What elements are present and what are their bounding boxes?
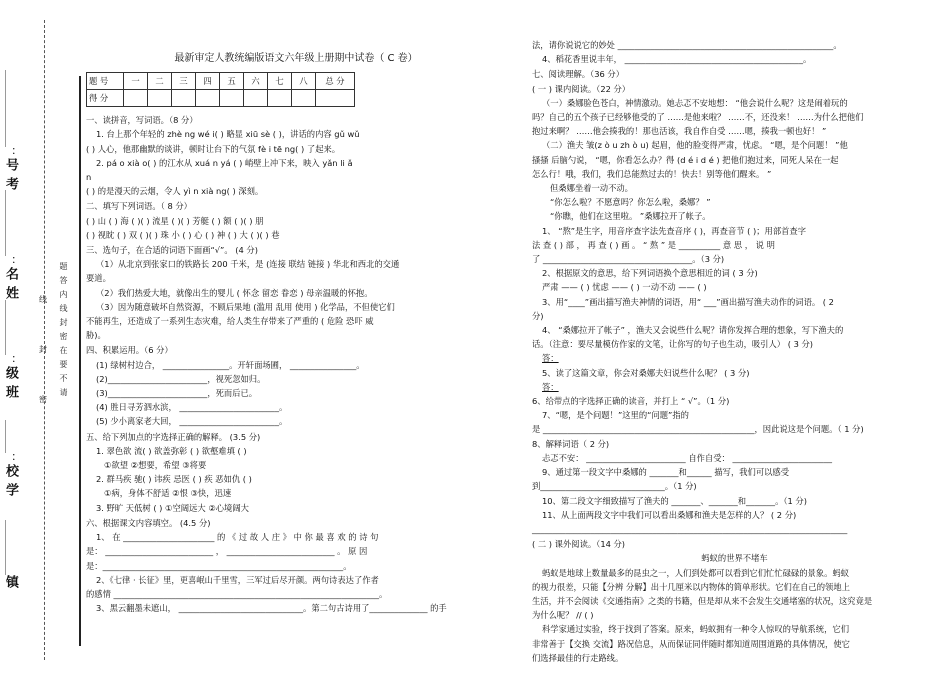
score-input-cell[interactable]: [220, 90, 244, 107]
question-line: ①欲望 ②想要，希望 ③将要: [104, 460, 207, 471]
question-line: 二、填写下列词语。（ 8 分）: [86, 201, 192, 212]
question-line: ( ) 人心，他那幽默的谈讲，顿时让台下的气氛 fè i tē ng( ) 了起来。: [86, 143, 341, 154]
question-line: （3）因为随意破坏自然资源，不顾后果地 (滥用 乱用 使用 ) 化学品，不但使它们: [96, 301, 395, 312]
binding-field-line: ＿＿＿＿＿＿＿：: [4, 70, 17, 158]
binding-field-line: ＿＿＿＿＿：: [4, 300, 17, 366]
score-table-header-cell: 六: [244, 73, 268, 90]
binding-field-label: 号考: [3, 158, 18, 196]
right-questions: [532, 38, 937, 665]
question-line: 蚂蚁是地球上数量最多的昆虫之一，人们到处都可以看到它们忙忙碌碌的景象。蚂蚁: [542, 567, 849, 578]
question-line: (1) 绿树村边合， ________________。开轩面场圃， ________________。: [96, 359, 365, 370]
cut-line-word: 封: [39, 342, 47, 357]
question-line: 2. pá o xià o( ) 的江水从 xuá n yá ( ) 峭壁上冲下来，映入 yǎn li ǎ: [96, 157, 353, 168]
question-line: 搔搔 后脑勺说， “嗯，你看怎么办？得 (d é i d é ) 把他们抱过来，同死人呆在一起: [532, 154, 839, 165]
question-line: （2）我们热爱大地，就像出生的婴儿 ( 怀念 留恋 眷恋 ) 母亲温暖的怀抱。: [96, 287, 373, 298]
question-line: 7、“嗯，是个问题！”这里的“问题”指的: [542, 410, 689, 421]
question-line: 6、给带点的字选择正确的读音，并打上 “ √”。（1 分): [532, 396, 730, 407]
question-line: 的视力很差，只能【分辨 分解】出十几厘米以内物体的简单形状。它们在自己的领地上: [532, 581, 850, 592]
question-line: (3)________________________，死而后已。: [96, 388, 258, 399]
question-line: （一）桑娜脸色苍白，神情激动。她忐忑不安地想： “他会说什么呢？这是闹着玩的: [542, 97, 848, 108]
question-line: (5) 少小离家老大回， ________________________。: [96, 416, 288, 427]
question-line: 8、解释词语（ 2 分): [532, 438, 610, 449]
score-table-header-cell: 七: [268, 73, 292, 90]
score-input-cell[interactable]: [196, 90, 220, 107]
binding-field[interactable]: [4, 70, 16, 196]
question-line: 但桑娜坐着一动不动。: [550, 183, 633, 194]
question-line: 4、 “桑娜拉开了帐子” ，渔夫又会说些什么呢？请你发挥合理的想象，写下渔夫的: [542, 325, 844, 336]
question-line: 11、从上面两段文字中我们可以看出桑娜和渔夫是怎样的人？ ( 2 分): [542, 509, 797, 520]
question-line: 是：__________________________________________________________。: [86, 560, 352, 571]
question-line: 是： __________________________ ， __________________________ 。 原 因: [86, 546, 368, 557]
question-line: 胁)。: [86, 330, 106, 341]
question-line: 的感情 ________________________________________________________________。: [86, 588, 388, 599]
question-line: 六、根据课文内容填空。 (4.5 分): [86, 517, 211, 528]
question-line: 怎么行！哦，我们，我们总能熬过去的！快去！别等他们醒来。 ”: [532, 168, 772, 179]
score-table-label: 题 号: [87, 73, 124, 90]
score-input-cell[interactable]: [316, 90, 355, 107]
question-line: n: [86, 172, 92, 183]
question-line: 10、第二段文字细致描写了渔夫的 _______、_______和_______。（1 分): [542, 495, 807, 506]
binding-field-line: ＿＿＿＿＿: [4, 520, 17, 575]
binding-field-line: ＿＿＿：: [4, 420, 17, 464]
question-line: 一、读拼音，写词语。（8 分）: [86, 115, 198, 126]
binding-strip: [0, 0, 80, 673]
binding-field-label: 名姓: [3, 267, 18, 305]
question-line: 到______________________________。（1 分): [532, 481, 697, 492]
binding-field[interactable]: [4, 420, 16, 502]
question-line: 法，请你说说它的妙处 ____________________________________________________。: [532, 40, 842, 50]
question-line: 3、用“____”画出描写渔夫神情的词语，用“ ___”画出描写渔夫动作的词语。 ( 2: [542, 296, 834, 307]
question-line: 1. 翠色欲 流( ) 欲盖弥彰 ( ) 欲壑难填 ( ): [96, 445, 247, 456]
question-line: 1、 在 ______________________ 的 《 过 故 人 庄 》 中 你 最 喜 欢 的 诗 句: [96, 532, 379, 543]
question-line: 为什么呢？ // ( ): [532, 610, 594, 621]
question-line: 抱过来啊？ ……他会揍我的！那也活该，我自作自受 ……嗯，揍我一顿也好！ ”: [532, 126, 827, 137]
question-line: 5、读了这篇文章，你会对桑娜夫妇说些什么呢？ ( 3 分): [542, 367, 750, 378]
question-line: 生活，并不会阅读《交通指南》之类的书籍，但是却从来不会发生交通堵塞的状况，这究竟是: [532, 595, 873, 606]
question-line: ( ) 山 ( ) 海 ( )( ) 流星 ( )( ) 芳艇 ( ) 额 ( )( ) 朋: [86, 215, 264, 226]
question-line: ____________________________________________________________________________: [532, 523, 848, 534]
question-line: 2、《七律 · 长征》里，更喜岷山千里雪，三军过后尽开颜。两句诗表达了作者: [96, 574, 379, 585]
binding-field[interactable]: [4, 190, 16, 305]
question-line: 三、选句子，在合适的词语下面画“√”。 (4 分): [86, 245, 258, 256]
binding-field-label: 校学: [3, 464, 18, 502]
question-line: 了 ____________________________________。（3 分): [532, 254, 725, 265]
score-table: [86, 72, 355, 107]
question-line: “你怎么啦？不愿意吗？你怎么啦，桑娜？ ”: [550, 197, 711, 208]
question-line: 4、稻花香里说丰年， ___________________________________________。: [542, 54, 812, 65]
question-line: 1、 “熬”是生字，用音序查字法先查音序 ( )，再查音节 ( )；用部首查字: [542, 225, 807, 236]
question-line: （二）渔夫 皱(z ò u zh ò u) 起眉，他的脸变得严肃，忧虑。 “嗯，是个问题！ ”他: [542, 140, 848, 151]
question-line: “你瞧，他们在这里啦。 ”桑娜拉开了帐子。: [550, 211, 711, 222]
binding-field-label: 级班: [3, 366, 18, 404]
question-line: 四、积累运用。（6 分）: [86, 345, 173, 356]
question-line: 分): [532, 310, 544, 321]
question-line: 忐忑不安： ________________________ 自作自受： ________________________: [542, 452, 833, 463]
score-input-cell[interactable]: [268, 90, 292, 107]
cut-line-word: 线: [39, 292, 47, 307]
score-table-header-row: [87, 73, 355, 90]
question-line: (4) 胜日寻芳泗水滨， ________________________。: [96, 402, 288, 413]
question-line: 五、给下列加点的字选择正确的解释。 (3.5 分): [86, 431, 261, 442]
question-line: 非常善于【交换 交流】路况信息，从而保证同伴随时都知道周围道路的具体情况，使它: [532, 638, 850, 649]
margin-line: [79, 76, 81, 646]
exam-title: 最新审定人教统编版语文六年级上册期中试卷（ C 卷）: [174, 53, 418, 64]
score-input-cell[interactable]: [172, 90, 196, 107]
question-line: 9、通过第一段文字中桑娜的 _______和______ 描写，我们可以感受: [542, 467, 790, 478]
binding-note: 题答内线封密在要不请: [59, 262, 68, 402]
cut-line: [44, 20, 45, 660]
binding-field-label: 镇: [3, 575, 18, 594]
question-line: 不能再生，还造成了一系列生态灾难，给人类生存带来了严重的 ( 危险 恐吓 威: [86, 316, 374, 327]
question-line: (2)________________________，视死忽如归。: [96, 373, 266, 384]
question-line: 蚂蚁的世界不堵车: [701, 553, 768, 564]
score-input-cell[interactable]: [124, 90, 148, 107]
question-line: ( 一 ) 课内阅读。（22 分）: [532, 83, 631, 94]
question-line: 七、阅读理解。（36 分）: [532, 69, 625, 80]
question-line: 3. 野旷 天低树 ( ) ①空阔远大 ②心境阔大: [96, 502, 249, 513]
question-line: 严肃 —— ( ) 忧虑 —— ( ) 一动不动 —— ( ): [542, 282, 707, 293]
score-table-header-cell: 二: [148, 73, 172, 90]
question-line: 话。（注意：要尽量模仿作家的文笔，让你写的句子也生动，吸引人） ( 3 分): [532, 339, 814, 350]
question-line: ( ) 的是漫天的云烟，令人 yì n xià ng( ) 深刻。: [86, 186, 264, 197]
binding-field[interactable]: [4, 520, 16, 594]
question-line: 们选择最佳的行走路线。: [532, 652, 624, 663]
question-line: 3、黑云翻墨未遮山， ______________________________。第二句古诗用了______________ 的手: [96, 603, 447, 614]
question-line: 答：: [542, 353, 559, 364]
cut-line-word: 密: [39, 392, 47, 407]
left-questions: [86, 113, 506, 615]
score-table-header-cell: 四: [196, 73, 220, 90]
left-column: [86, 52, 506, 615]
binding-field-line: ＿＿＿＿＿＿：: [4, 190, 17, 267]
question-line: 2、根据原文的意思，给下列词语换个意思相近的词 ( 3 分): [542, 268, 758, 279]
question-line: 法 查 ( ) 部 ， 再 查 ( ) 画 。 “ 熬 ” 是 __________ 意 思 ， 说 明: [532, 239, 775, 250]
score-input-cell[interactable]: [244, 90, 268, 107]
question-line: 要道。: [86, 273, 111, 284]
score-input-cell[interactable]: [148, 90, 172, 107]
question-line: 答：: [542, 381, 559, 392]
score-row-label: 得 分: [87, 90, 124, 107]
question-line: 吗？自己的五个孩子已经够他受的了 ……是他来啦？ ……不，还没来！ ……为什么把他们: [532, 112, 864, 123]
question-line: 是 ___________________________________________________，因此说这是个问题。（ 1 分): [532, 424, 864, 435]
right-column: [532, 38, 937, 665]
question-line: ( ) 视眈 ( ) 双 ( )( ) 珠 小 ( ) 心 ( ) 神 ( ) 大 ( )( ) 巷: [86, 229, 280, 240]
question-line: ①病，身体不舒适 ②恨 ③快，迅速: [104, 488, 232, 499]
score-table-header-cell: 五: [220, 73, 244, 90]
binding-field[interactable]: [4, 300, 16, 404]
score-table-header-cell: 一: [124, 73, 148, 90]
question-line: （1）从北京到张家口的铁路长 200 千米，是 (连接 联结 链接 ) 华北和西北的交通: [96, 259, 400, 270]
question-line: 1. 台上那个年轻的 zhè ng wé i( ) 略显 xiū sè ( )，讲话的内容 gǔ wǔ: [96, 129, 360, 140]
question-line: ( 二 ) 课外阅读。（14 分): [532, 539, 626, 550]
question-line: 2. 群马疾 驰( ) 讳疾 忌医 ( ) 疾 恶如仇 ( ): [96, 474, 252, 485]
score-table-header-cell: 三: [172, 73, 196, 90]
score-table-header-cell: 总 分: [316, 73, 355, 90]
score-input-cell[interactable]: [292, 90, 316, 107]
score-table-header-cell: 八: [292, 73, 316, 90]
question-line: 科学家通过实验，终于找到了答案。原来，蚂蚁拥有一种令人惊叹的导航系统，它们: [542, 624, 849, 635]
score-table-score-row: [87, 90, 355, 107]
